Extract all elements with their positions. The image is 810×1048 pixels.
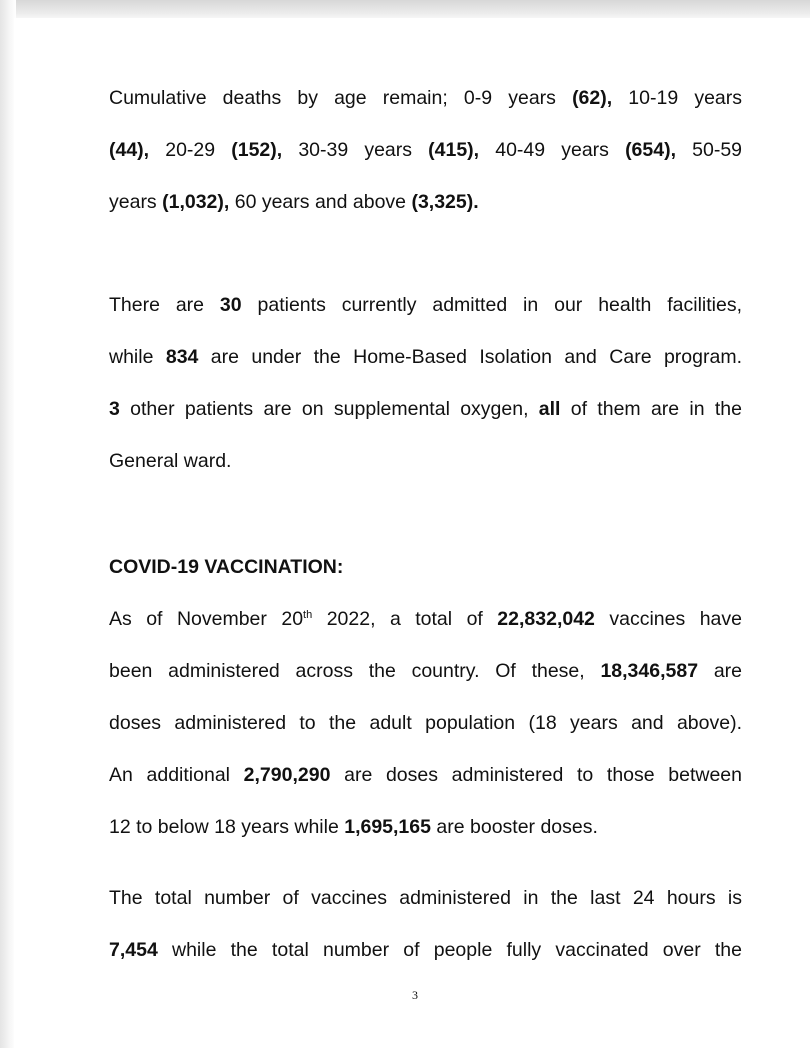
text-run: An additional bbox=[109, 764, 244, 786]
text-line bbox=[109, 813, 742, 841]
text-run: As of November 20 bbox=[109, 608, 304, 630]
text-run: General ward. bbox=[109, 450, 232, 472]
bold-value: (3,325). bbox=[411, 191, 479, 213]
text-run: 2022, a total of bbox=[312, 608, 498, 630]
bold-value: (44), bbox=[109, 139, 150, 161]
text-line bbox=[109, 136, 742, 164]
section-heading-vaccination bbox=[109, 553, 742, 581]
text-run: There are bbox=[109, 294, 220, 316]
text-line bbox=[109, 657, 742, 685]
bold-value: 2,790,290 bbox=[243, 764, 331, 786]
bold-value: all bbox=[538, 398, 561, 420]
bold-value: 22,832,042 bbox=[497, 608, 595, 630]
text-line bbox=[109, 395, 742, 423]
text-run: are bbox=[698, 660, 742, 682]
text-run: vaccines have bbox=[594, 608, 742, 630]
text-run: years bbox=[109, 191, 163, 213]
text-run: 12 to below 18 years while bbox=[109, 816, 345, 838]
text-line bbox=[109, 447, 742, 475]
bold-value: 30 bbox=[219, 294, 242, 316]
text-run: of them are in the bbox=[560, 398, 742, 420]
text-line bbox=[109, 936, 742, 964]
bold-value: (152), bbox=[231, 139, 283, 161]
bold-value: (62), bbox=[572, 87, 613, 109]
bold-value: (415), bbox=[428, 139, 480, 161]
bold-value: 18,346,587 bbox=[600, 660, 699, 682]
text-line bbox=[109, 343, 742, 371]
text-line bbox=[109, 291, 742, 319]
heading-text: COVID-19 VACCINATION: bbox=[109, 556, 344, 578]
text-run: 50-59 bbox=[676, 139, 743, 161]
text-line bbox=[109, 605, 742, 633]
bold-value: 3 bbox=[109, 398, 120, 420]
text-line bbox=[109, 761, 742, 789]
bold-value: 1,695,165 bbox=[344, 816, 431, 838]
bold-value: (654), bbox=[625, 139, 677, 161]
text-run: other patients are on supplemental oxygen, bbox=[119, 398, 539, 420]
text-run: doses administered to the adult population (18 years and above). bbox=[109, 712, 742, 734]
text-run: been administered across the country. Of these, bbox=[109, 660, 601, 682]
bold-value: 834 bbox=[165, 346, 199, 368]
text-run: 30-39 years bbox=[282, 139, 429, 161]
text-run: 10-19 years bbox=[612, 87, 742, 109]
text-line bbox=[109, 709, 742, 737]
text-line bbox=[109, 84, 742, 112]
page-number: 3 bbox=[412, 988, 418, 1002]
text-run: The total number of vaccines administered in the last 24 hours is bbox=[109, 887, 742, 909]
text-run: are under the Home-Based Isolation and Care program. bbox=[198, 346, 742, 368]
bold-value: 7,454 bbox=[109, 939, 158, 961]
text-run: are doses administered to those between bbox=[330, 764, 742, 786]
text-line bbox=[109, 188, 742, 216]
text-run: 60 years and above bbox=[229, 191, 412, 213]
text-line bbox=[109, 884, 742, 912]
text-run: Cumulative deaths by age remain; 0-9 years bbox=[109, 87, 573, 109]
bold-value: (1,032), bbox=[162, 191, 230, 213]
text-run: patients currently admitted in our health facilities, bbox=[241, 294, 742, 316]
text-run: while bbox=[109, 346, 166, 368]
ordinal-superscript: th bbox=[303, 609, 313, 621]
text-run: 20-29 bbox=[149, 139, 232, 161]
text-run: while the total number of people fully vaccinated over the bbox=[157, 939, 742, 961]
document-page bbox=[14, 18, 810, 1048]
text-run: 40-49 years bbox=[479, 139, 626, 161]
text-run: are booster doses. bbox=[430, 816, 598, 838]
